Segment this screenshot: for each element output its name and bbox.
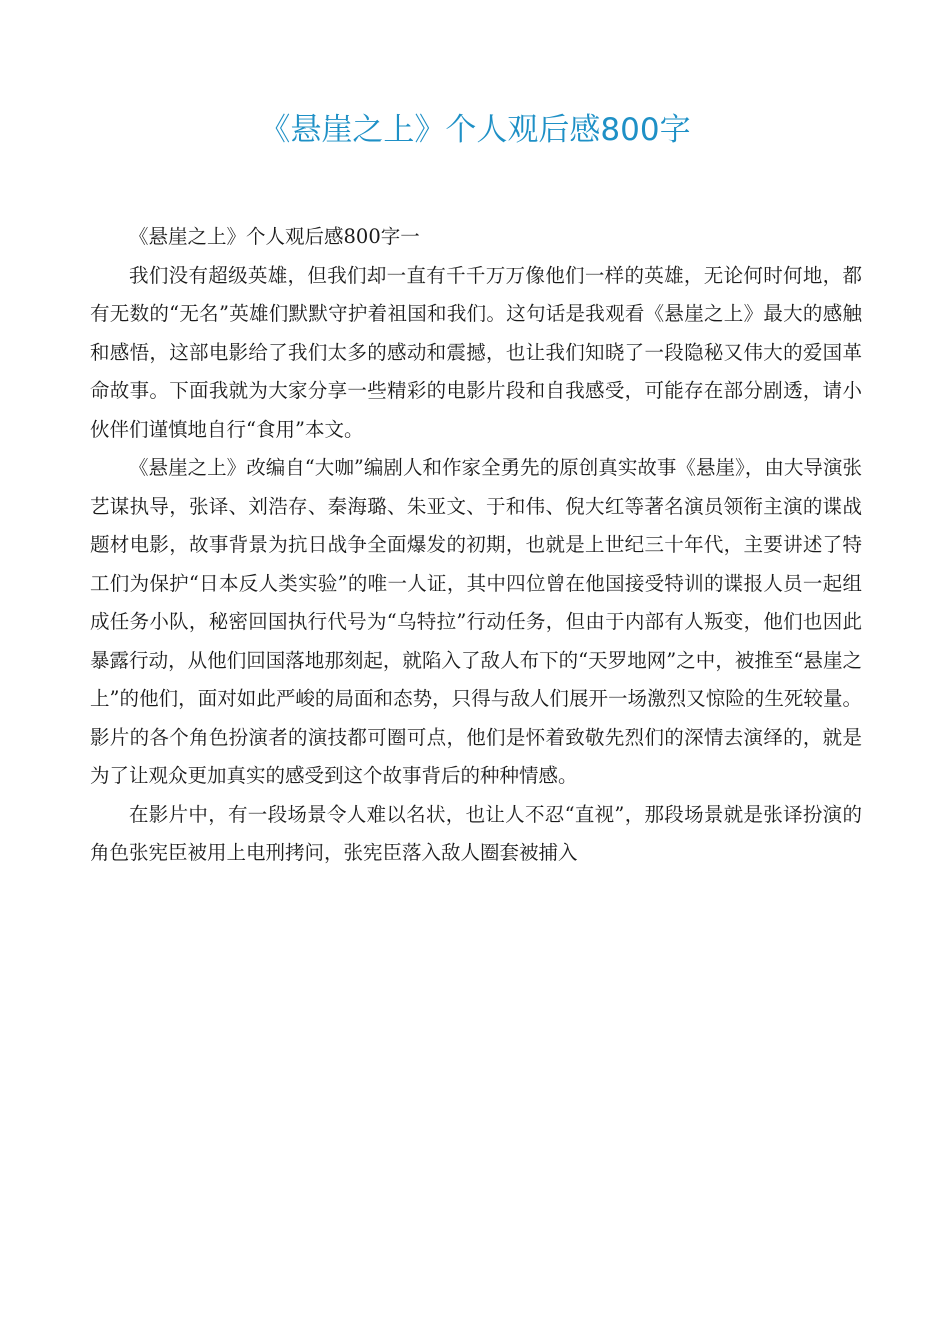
section-heading: 《悬崖之上》个人观后感800字一 [129, 225, 420, 248]
paragraph: 在影片中，有一段场景令人难以名状，也让人不忍“直视”，那段场景就是张译扮演的角色张宪臣被用上电刑拷问，张宪臣落入敌人圈套被捕入 [90, 802, 862, 864]
document-body [90, 218, 862, 873]
paragraph: 我们没有超级英雄，但我们却一直有千千万万像他们一样的英雄，无论何时何地，都有无数的“无名”英雄们默默守护着祖国和我们。这句话是我观看《悬崖之上》最大的感触和感悟，这部电影给了我们太多的感动和震撼，也让我们知晓了一段隐秘又伟大的爱国革命故事。下面我就为大家分享一些精彩的电影片段和自我感受，可能存在部分剧透，请小伙伴们谨慎地自行“食用”本文。 [90, 263, 862, 441]
paragraph: 《悬崖之上》改编自“大咖”编剧人和作家全勇先的原创真实故事《悬崖》，由大导演张艺谋执导，张译、刘浩存、秦海璐、朱亚文、于和伟、倪大红等著名演员领衔主演的谍战题材电影，故事背景为抗日战争全面爆发的初期，也就是上世纪三十年代，主要讲述了特工们为保护“日本反人类实验”的唯一人证，其中四位曾在他国接受特训的谍报人员一起组成任务小队，秘密回国执行代号为“乌特拉”行动任务，但由于内部有人叛变，他们也因此暴露行动，从他们回国落地那刻起，就陷入了敌人布下的“天罗地网”之中，被推至“悬崖之上”的他们，面对如此严峻的局面和态势，只得与敌人们展开一场激烈又惊险的生死较量。影片的各个角色扮演者的演技都可圈可点，他们是怀着致敬先烈们的深情去演绎的，就是为了让观众更加真实的感受到这个故事背后的种种情感。 [90, 456, 862, 787]
document-title: 《悬崖之上》个人观后感800字 [259, 112, 691, 148]
